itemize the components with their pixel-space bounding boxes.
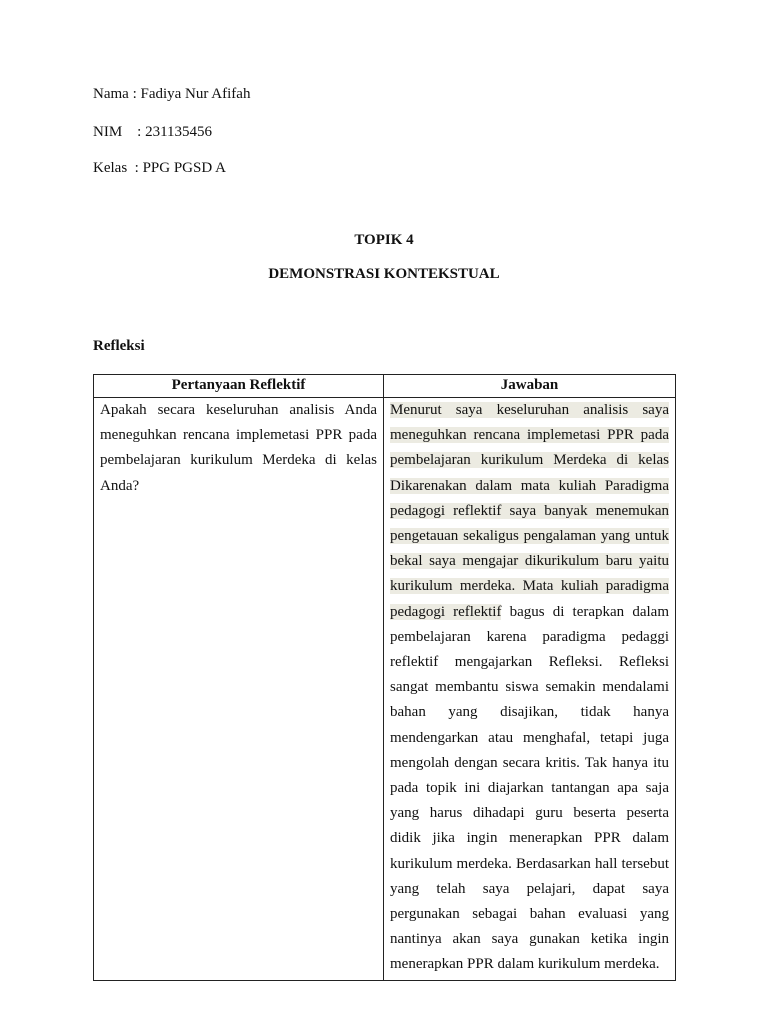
table-header-row: [94, 375, 676, 398]
reflection-table: [93, 374, 676, 981]
student-class-line: Kelas : PPG PGSD A: [93, 160, 226, 176]
answer-cell: [384, 398, 676, 981]
document-title: DEMONSTRASI KONTEKSTUAL: [268, 266, 500, 282]
student-nim-line: NIM : 231135456: [93, 124, 213, 140]
student-name-line: Nama : Fadiya Nur Afifah: [93, 86, 251, 102]
question-text: Apakah secara keseluruhan analisis Anda meneguhkan rencana implemetasi PPR pada pembelajaran kurikulum Merdeka di kelas Anda?: [100, 402, 377, 494]
table-row: [94, 398, 676, 981]
section-heading: Refleksi: [93, 338, 145, 354]
answer-text: bagus di terapkan dalam pembelajaran karena paradigma pedaggi reflektif mengajarkan Refleksi. Refleksi sangat membantu siswa semakin mendalami bahan yang disajikan, tidak hanya mendengarkan atau menghafal, tetapi juga mengolah dengan secara kritis. Tak hanya itu pada topik ini diajarkan tantangan apa saja yang harus dihadapi guru beserta peserta didik jika ingin menerapkan PPR dalam kurikulum merdeka. Berdasarkan hall tersebut yang telah saya pelajari, dapat saya pergunakan sebagai bahan evaluasi yang nantinya akan saya gunakan ketika ingin menerapkan PPR dalam kurikulum merdeka.: [390, 603, 669, 973]
header-answer: Jawaban: [384, 375, 676, 398]
question-cell: [94, 398, 384, 981]
answer-highlighted-text: Menurut saya keseluruhan analisis saya meneguhkan rencana implemetasi PPR pada pembelajaran kurikulum Merdeka di kelas Dikarenakan dalam mata kuliah Paradigma pedagogi reflektif saya banyak menemukan pengetauan sekaligus pengalaman yang untuk bekal saya mengajar dikurikulum baru yaitu kurikulum merdeka. Mata kuliah paradigma pedagogi reflektif: [390, 402, 669, 620]
topic-heading: TOPIK 4: [354, 232, 414, 248]
header-question: Pertanyaan Reflektif: [94, 375, 384, 398]
